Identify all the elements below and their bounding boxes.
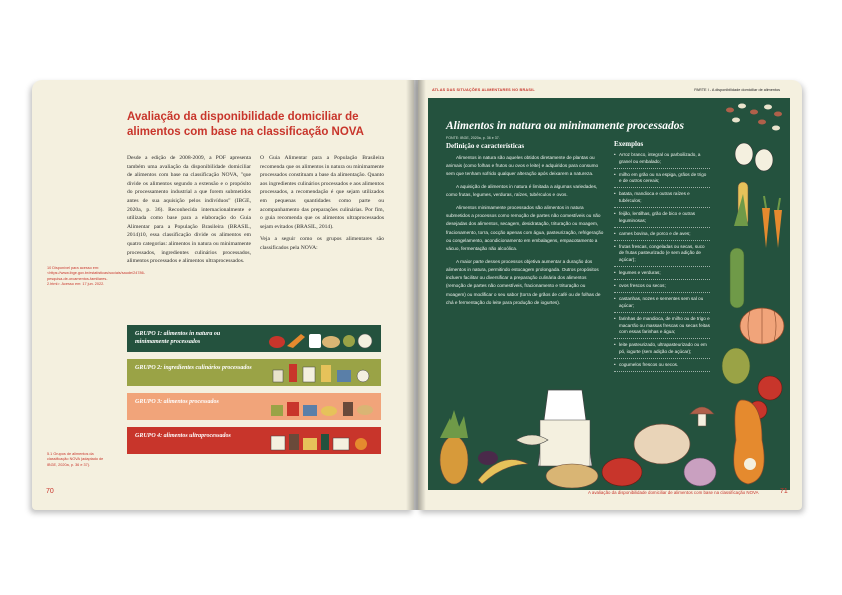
- list-item: • ovos frescos ou secos;: [614, 283, 710, 293]
- group-4-bar: [127, 427, 381, 454]
- onion-icon: [684, 458, 716, 486]
- ultraprocessed-food-illustration: [265, 430, 377, 451]
- page-footer: A avaliação da disponibilidade domiciliar de alimentos com base na classificação NOVA: [588, 490, 759, 495]
- list-item: • carnes bovina, de porco e de aves;: [614, 231, 710, 241]
- bottom-food-illustration: [432, 380, 792, 492]
- butternut-squash-icon: [734, 400, 764, 484]
- paragraph: Desde a edição de 2008-2009, a POF apresenta também uma avaliação da disponibilidade domiciliar de alimentos com base na classificação NOVA, "que divide os alimentos segundo a extensão e o propósito do processamento industrial a que forem submetidos antes de sua aquisição pelos indivíduos" (IBGE, 2020a, p. 36). Reconhecida internacionalmente e utilizada como base para a elaboração do Guia Alimentar para a População Brasileira (BRASIL, 2014)10, essa classificação divide os alimentos em quatro categorias: alimentos in natura ou minimamente processados, ingredientes culinários processados, alimentos processados e alimentos ultraprocessados.: [127, 155, 251, 265]
- carrot-icon: [762, 196, 782, 248]
- page-number-right: 71: [780, 488, 788, 495]
- eggplant-icon: [478, 451, 498, 465]
- chicken-icon: [634, 424, 690, 464]
- definition-heading: Definição e características: [446, 142, 525, 150]
- paragraph: Alimentos minimamente processados são alimentos in natura submetidos a processos como remoção de partes não comestíveis ou não desejadas dos alimentos, secagem, desidratação, trituração ou moagem, fracionamento, torra, cocção apenas com água, pasteurização, refrigeração ou congelamento, acondicionamento em embalagens, empacotamento a vácuo, fermentação não alcoólica.: [446, 205, 604, 252]
- footnote-sidenote: 10 Disponível para acesso em: <https://www.ibge.gov.br/estatisticas/sociais/saude/24786-pesquisa-de-orcamentos-familiares-2.html>. Acesso em: 17 jun. 2022.: [47, 266, 145, 287]
- mushroom-icon: [690, 407, 714, 426]
- list-item: • batata, mandioca e outras raízes e tubérculos;: [614, 191, 710, 208]
- list-item: • cogumelos frescos ou secos.: [614, 362, 710, 372]
- group-3-label: GRUPO 3: alimentos processados: [135, 399, 219, 405]
- group-1-bar: [127, 325, 381, 352]
- list-item: • leite pasteurizado, ultrapasteurizado ou em pó, iogurte (sem adição de açúcar);: [614, 342, 710, 359]
- definition-text: [446, 154, 606, 311]
- paragraph: A maior parte desses processos objetiva aumentar a duração dos alimentos in natura, permitindo estocagem prolongada. Outros propósitos incluem facilitar ou diversificar a preparação culinária dos alimentos (remoção de partes não comestíveis, fracionamento e trituração ou moagem) ou modificar o seu sabor (torra de grãos de café ou de folhas de chá e fermentação do leite para produção de iogurtes).: [446, 258, 601, 305]
- group-2-bar: [127, 359, 381, 386]
- vegetables-column-illustration: [718, 98, 790, 428]
- panel-title: Alimentos in natura ou minimamente processados: [446, 120, 685, 132]
- group-2-label: GRUPO 2: ingredientes culinários processados: [135, 365, 252, 371]
- paragraph: Alimentos in natura são aqueles obtidos diretamente de plantas ou animais (como folhas e frutos ou ovos e leite) e adquiridos para consumo sem que tenham sofrido qualquer alteração após deixarem a natureza.: [446, 155, 599, 177]
- figure-caption: 5.1 Grupos de alimentos da classificação NOVA (adaptado de IBGE, 2020a, p. 36 e 37).: [47, 452, 104, 467]
- list-item: • legumes e verduras;: [614, 270, 710, 280]
- processed-food-illustration: [265, 396, 377, 417]
- left-page: [32, 80, 414, 510]
- open-book: [32, 80, 802, 510]
- group-1-label: GRUPO 1: alimentos in natura ou minimamente processados: [135, 331, 221, 345]
- page-title: Avaliação da disponibilidade domiciliar de alimentos com base na classificação NOVA: [127, 111, 364, 138]
- list-item: • frutas frescas, congeladas ou secas, suco de frutas pasteurizado (e sem adição de açúcar);: [614, 244, 710, 267]
- milk-jug-icon: [538, 390, 592, 466]
- paragraph: A aquisição de alimentos in natura é limitada a algumas variedades, como frutas, legumes, verduras, raízes, tubérculos e ovos.: [446, 184, 598, 198]
- list-item: • castanhas, nozes e sementes sem sal ou açúcar;: [614, 296, 710, 313]
- culinary-ingredients-illustration: [265, 362, 377, 383]
- lettuce-icon: [722, 348, 750, 384]
- running-header-right: PARTE I - A disponibilidade domiciliar de alimentos: [694, 88, 780, 92]
- page-number-left: 70: [46, 488, 54, 495]
- list-item: • feijão, lentilhas, grão de bico e outras leguminosas;: [614, 211, 710, 228]
- group-3-bar: [127, 393, 381, 420]
- running-header-left: ATLAS DAS SITUAÇÕES ALIMENTARES NO BRASIL: [432, 88, 535, 92]
- group-4-label: GRUPO 4: alimentos ultraprocessados: [135, 433, 231, 439]
- pumpkin-icon: [740, 308, 784, 344]
- examples-heading: Exemplos: [614, 140, 644, 148]
- beans-icon: [726, 104, 782, 131]
- eggs-icon: [735, 143, 773, 171]
- right-page: [418, 80, 802, 510]
- pineapple-icon: [440, 410, 468, 484]
- zucchini-icon: [730, 248, 744, 308]
- panel-source: FONTE: IBGE, 2020a, p. 36 e 37.: [446, 136, 500, 140]
- fresh-food-illustration: [265, 328, 377, 349]
- text-column-1: [127, 154, 251, 270]
- corn-icon: [734, 182, 748, 226]
- list-item: • farinhas de mandioca, de milho ou de trigo e macarrão ou massas frescas ou secas feitas com essas farinhas e água;: [614, 316, 710, 339]
- list-item: • milho em grão ou na espiga, grãos de trigo e de outros cereais;: [614, 172, 710, 189]
- book-spine: [406, 80, 426, 510]
- list-item: • Arroz branco, integral ou parboilizado, a granel ou embalado;: [614, 152, 710, 169]
- examples-list: [614, 152, 710, 375]
- text-column-2: [260, 154, 384, 257]
- paragraph: Veja a seguir como os grupos alimentares são classificados pela NOVA:: [260, 236, 384, 251]
- paragraph: O Guia Alimentar para a População Brasileira recomenda que os alimentos in natura ou minimamente processados constituam a base da alimentação. Quanto aos ingredientes culinários processados e aos alimentos processados, a recomendação é que sejam utilizados em pequenas quantidades como parte ou acompanhamento das preparações culinárias. Por fim, o guia recomenda que os alimentos ultraprocessados sejam evitados (BRASIL, 2014).: [260, 155, 384, 230]
